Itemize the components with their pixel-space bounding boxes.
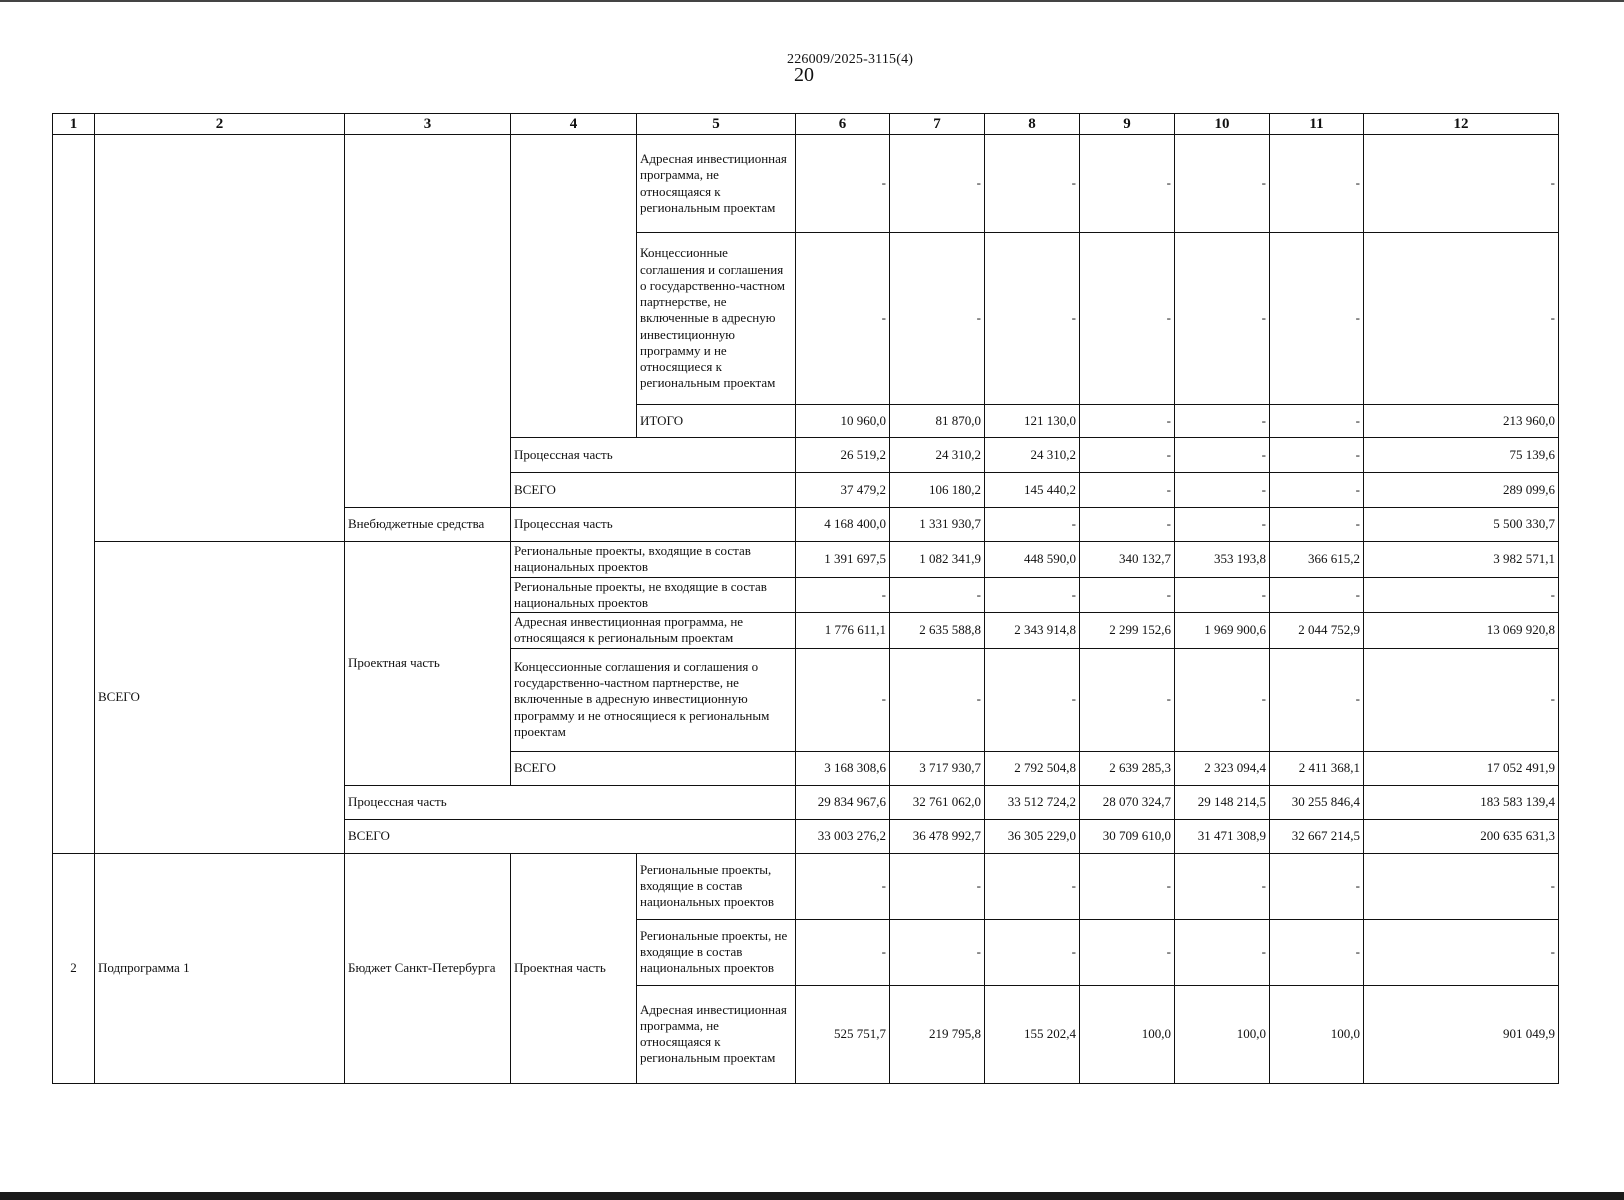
value-cell: 145 440,2	[985, 473, 1080, 508]
value-cell: -	[1080, 438, 1175, 473]
value-cell: 448 590,0	[985, 542, 1080, 578]
value-cell: 36 478 992,7	[890, 819, 985, 853]
value-cell: -	[1364, 919, 1559, 985]
value-cell: 219 795,8	[890, 985, 985, 1083]
value-cell: -	[890, 135, 985, 233]
row-number: 2	[53, 853, 95, 1083]
value-cell: -	[1270, 438, 1364, 473]
value-cell: 100,0	[1175, 985, 1270, 1083]
row-label: Адресная инвестиционная программа, не относящаяся к региональным проектам	[637, 985, 796, 1083]
value-cell: 3 717 930,7	[890, 751, 985, 785]
value-cell: -	[1080, 919, 1175, 985]
table-row	[53, 135, 1559, 233]
financing-table	[52, 113, 1559, 1084]
col-header: 11	[1270, 114, 1364, 135]
value-cell: -	[1364, 853, 1559, 919]
column-number-row	[53, 114, 1559, 135]
value-cell: 1 331 930,7	[890, 508, 985, 542]
col-header: 6	[796, 114, 890, 135]
value-cell: -	[1364, 577, 1559, 613]
value-cell: 366 615,2	[1270, 542, 1364, 578]
col-header: 8	[985, 114, 1080, 135]
value-cell: 29 148 214,5	[1175, 785, 1270, 819]
value-cell: 2 639 285,3	[1080, 751, 1175, 785]
value-cell: 525 751,7	[796, 985, 890, 1083]
row-label: Региональные проекты, входящие в состав национальных проектов	[637, 853, 796, 919]
value-cell: -	[890, 577, 985, 613]
col-header: 9	[1080, 114, 1175, 135]
value-cell: -	[1270, 405, 1364, 438]
value-cell: 1 776 611,1	[796, 613, 890, 649]
value-cell: -	[1270, 577, 1364, 613]
value-cell: 901 049,9	[1364, 985, 1559, 1083]
value-cell: -	[985, 508, 1080, 542]
value-cell: 4 168 400,0	[796, 508, 890, 542]
value-cell: -	[1175, 438, 1270, 473]
cell-empty	[53, 135, 95, 854]
funding-source: Бюджет Санкт-Петербурга	[345, 853, 511, 1083]
registration-number: 226009/2025-3115(4)	[787, 52, 914, 67]
value-cell: -	[985, 919, 1080, 985]
row-label: Региональные проекты, входящие в состав национальных проектов	[511, 542, 796, 578]
value-cell: 2 343 914,8	[985, 613, 1080, 649]
value-cell: 2 635 588,8	[890, 613, 985, 649]
value-cell: -	[1175, 473, 1270, 508]
value-cell: -	[1175, 508, 1270, 542]
value-cell: -	[1080, 853, 1175, 919]
value-cell: 24 310,2	[985, 438, 1080, 473]
value-cell: -	[1080, 577, 1175, 613]
subprogram-name: Подпрограмма 1	[95, 853, 345, 1083]
value-cell: 121 130,0	[985, 405, 1080, 438]
row-label: Внебюджетные средства	[345, 508, 511, 542]
value-cell: 2 411 368,1	[1270, 751, 1364, 785]
value-cell: -	[1270, 233, 1364, 405]
value-cell: -	[796, 577, 890, 613]
col-header: 4	[511, 114, 637, 135]
value-cell: -	[1175, 233, 1270, 405]
cell-empty	[511, 135, 637, 438]
value-cell: 5 500 330,7	[1364, 508, 1559, 542]
group-label-total: ВСЕГО	[95, 542, 345, 854]
value-cell: 340 132,7	[1080, 542, 1175, 578]
value-cell: -	[1080, 405, 1175, 438]
scan-top-edge	[0, 0, 1624, 2]
value-cell: -	[1175, 135, 1270, 233]
value-cell: -	[796, 648, 890, 751]
row-label: Концессионные соглашения и соглашения о государственно-частном партнерстве, не включенные в адресную инвестиционную программу и не относящиеся к региональным проектам	[511, 648, 796, 751]
value-cell: -	[1080, 135, 1175, 233]
scan-bottom-edge	[0, 1192, 1624, 1200]
row-label: Проектная часть	[345, 542, 511, 786]
row-label: Адресная инвестиционная программа, не относящаяся к региональным проектам	[511, 613, 796, 649]
value-cell: -	[890, 233, 985, 405]
table-row	[53, 542, 1559, 578]
value-cell: 2 323 094,4	[1175, 751, 1270, 785]
value-cell: 26 519,2	[796, 438, 890, 473]
value-cell: -	[1080, 473, 1175, 508]
row-label: ВСЕГО	[345, 819, 796, 853]
value-cell: 36 305 229,0	[985, 819, 1080, 853]
value-cell: -	[796, 919, 890, 985]
row-label: Процессная часть	[511, 438, 796, 473]
value-cell: 2 792 504,8	[985, 751, 1080, 785]
value-cell: -	[1364, 233, 1559, 405]
row-label: Региональные проекты, не входящие в состав национальных проектов	[511, 577, 796, 613]
cell-empty	[95, 135, 345, 542]
value-cell: 32 761 062,0	[890, 785, 985, 819]
value-cell: 100,0	[1270, 985, 1364, 1083]
value-cell: -	[1270, 648, 1364, 751]
value-cell: 2 299 152,6	[1080, 613, 1175, 649]
value-cell: 3 982 571,1	[1364, 542, 1559, 578]
value-cell: 28 070 324,7	[1080, 785, 1175, 819]
row-label: ВСЕГО	[511, 473, 796, 508]
value-cell: 10 960,0	[796, 405, 890, 438]
value-cell: 1 082 341,9	[890, 542, 985, 578]
row-label: Региональные проекты, не входящие в состав национальных проектов	[637, 919, 796, 985]
value-cell: 17 052 491,9	[1364, 751, 1559, 785]
value-cell: -	[1175, 919, 1270, 985]
value-cell: 30 709 610,0	[1080, 819, 1175, 853]
value-cell: 2 044 752,9	[1270, 613, 1364, 649]
value-cell: 32 667 214,5	[1270, 819, 1364, 853]
value-cell: -	[1270, 473, 1364, 508]
value-cell: 183 583 139,4	[1364, 785, 1559, 819]
value-cell: -	[1270, 919, 1364, 985]
row-label: Процессная часть	[511, 508, 796, 542]
page-number: 20	[794, 64, 814, 86]
row-label: ВСЕГО	[511, 751, 796, 785]
cell-empty	[345, 135, 511, 508]
value-cell: -	[985, 135, 1080, 233]
value-cell: 37 479,2	[796, 473, 890, 508]
value-cell: 100,0	[1080, 985, 1175, 1083]
value-cell: 353 193,8	[1175, 542, 1270, 578]
value-cell: -	[1270, 135, 1364, 233]
value-cell: 81 870,0	[890, 405, 985, 438]
value-cell: 33 512 724,2	[985, 785, 1080, 819]
value-cell: -	[796, 233, 890, 405]
row-label: Адресная инвестиционная программа, не относящаяся к региональным проектам	[637, 135, 796, 233]
col-header: 5	[637, 114, 796, 135]
value-cell: 289 099,6	[1364, 473, 1559, 508]
value-cell: -	[1175, 577, 1270, 613]
col-header: 12	[1364, 114, 1559, 135]
value-cell: -	[1175, 853, 1270, 919]
value-cell: -	[1270, 508, 1364, 542]
row-label: Процессная часть	[345, 785, 796, 819]
col-header: 1	[53, 114, 95, 135]
col-header: 2	[95, 114, 345, 135]
table-row	[53, 853, 1559, 919]
value-cell: -	[796, 135, 890, 233]
value-cell: 29 834 967,6	[796, 785, 890, 819]
value-cell: -	[1080, 648, 1175, 751]
value-cell: -	[1175, 648, 1270, 751]
value-cell: 213 960,0	[1364, 405, 1559, 438]
value-cell: -	[890, 919, 985, 985]
value-cell: -	[1364, 648, 1559, 751]
value-cell: -	[1080, 508, 1175, 542]
value-cell: -	[890, 648, 985, 751]
value-cell: -	[985, 577, 1080, 613]
row-label: ИТОГО	[637, 405, 796, 438]
value-cell: 30 255 846,4	[1270, 785, 1364, 819]
col-header: 10	[1175, 114, 1270, 135]
value-cell: -	[796, 853, 890, 919]
value-cell: -	[985, 853, 1080, 919]
value-cell: 1 969 900,6	[1175, 613, 1270, 649]
value-cell: 33 003 276,2	[796, 819, 890, 853]
row-label: Проектная часть	[511, 853, 637, 1083]
value-cell: -	[1175, 405, 1270, 438]
value-cell: -	[1080, 233, 1175, 405]
value-cell: -	[985, 648, 1080, 751]
value-cell: -	[985, 233, 1080, 405]
value-cell: -	[1364, 135, 1559, 233]
value-cell: 155 202,4	[985, 985, 1080, 1083]
value-cell: 106 180,2	[890, 473, 985, 508]
value-cell: 75 139,6	[1364, 438, 1559, 473]
value-cell: -	[1270, 853, 1364, 919]
value-cell: -	[890, 853, 985, 919]
value-cell: 31 471 308,9	[1175, 819, 1270, 853]
col-header: 7	[890, 114, 985, 135]
value-cell: 1 391 697,5	[796, 542, 890, 578]
col-header: 3	[345, 114, 511, 135]
value-cell: 13 069 920,8	[1364, 613, 1559, 649]
row-label: Концессионные соглашения и соглашения о государственно-частном партнерстве, не включенные в адресную инвестиционную программу и не относящиеся к региональным проектам	[637, 233, 796, 405]
value-cell: 200 635 631,3	[1364, 819, 1559, 853]
value-cell: 24 310,2	[890, 438, 985, 473]
value-cell: 3 168 308,6	[796, 751, 890, 785]
